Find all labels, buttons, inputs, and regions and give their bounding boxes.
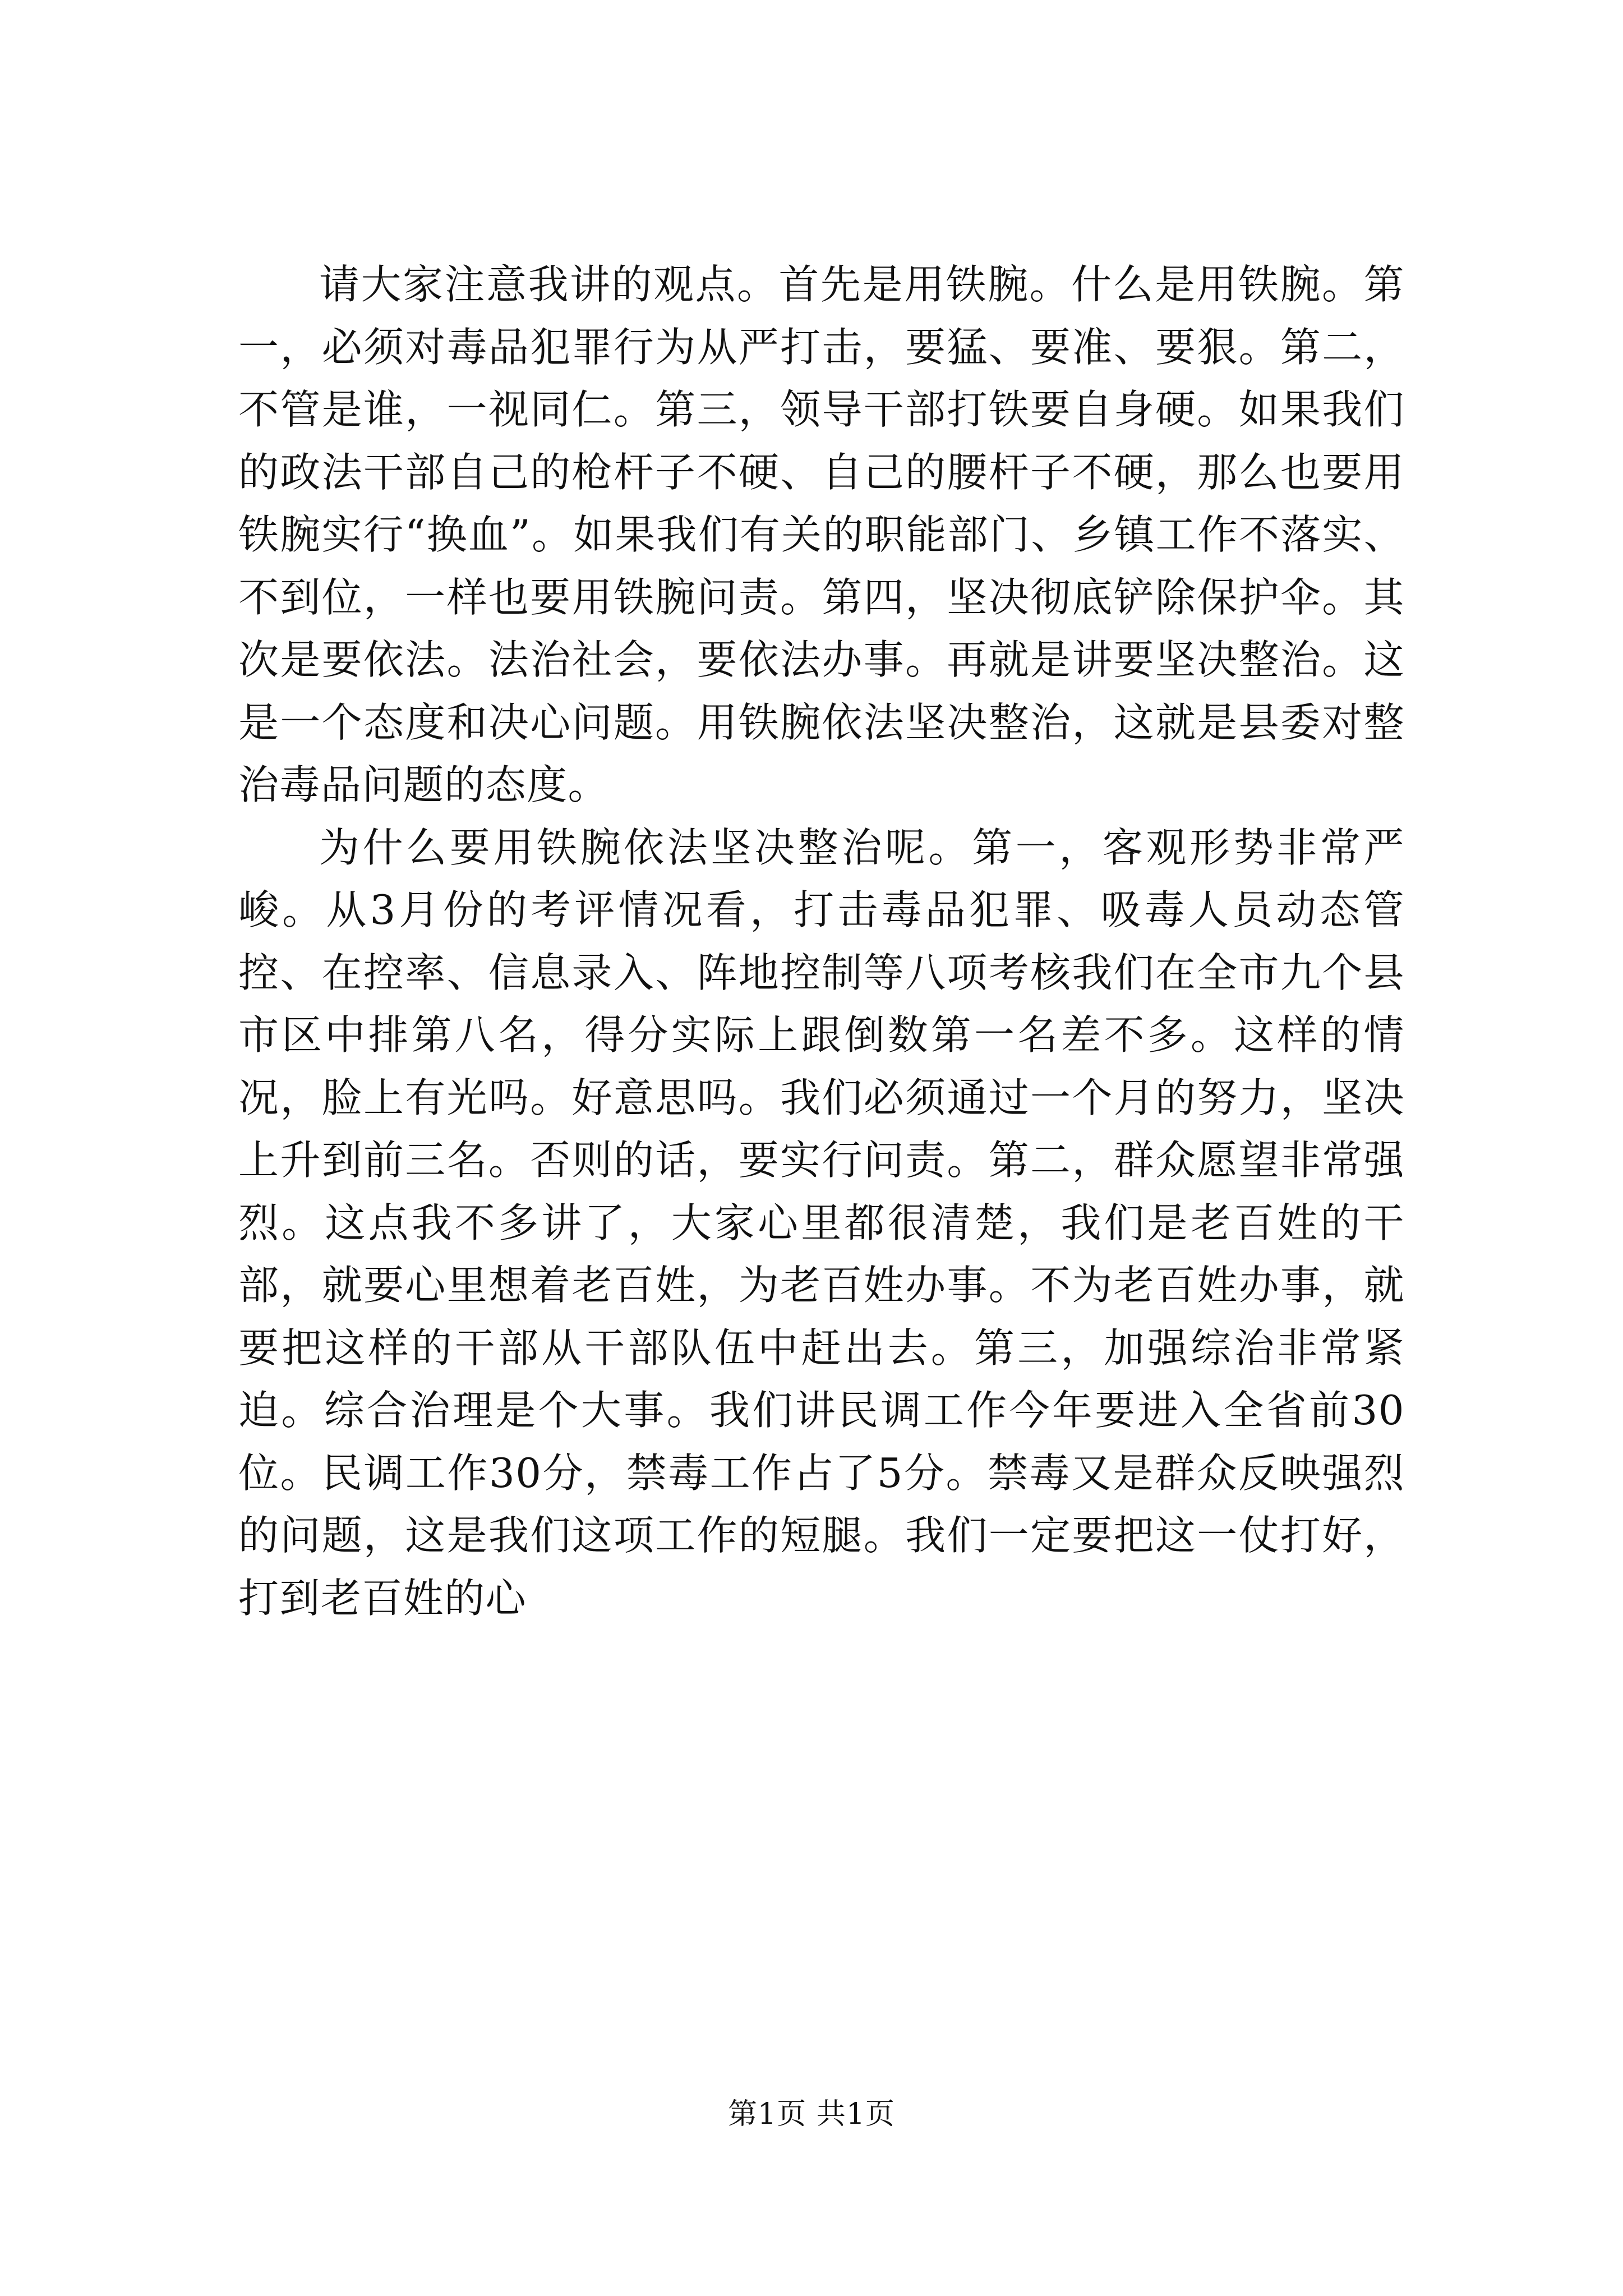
- document-body: [238, 254, 1405, 1630]
- paragraph-1: 请大家注意我讲的观点。首先是用铁腕。什么是用铁腕。第一，必须对毒品犯罪行为从严打击，要猛、要准、要狠。第二，不管是谁，一视同仁。第三，领导干部打铁要自身硬。如果我们的政法干部自己的枪杆子不硬、自己的腰杆子不硬，那么也要用铁腕实行“换血”。如果我们有关的职能部门、乡镇工作不落实、不到位，一样也要用铁腕问责。第四，坚决彻底铲除保护伞。其次是要依法。法治社会，要依法办事。再就是讲要坚决整治。这是一个态度和决心问题。用铁腕依法坚决整治，这就是县委对整治毒品问题的态度。: [238, 261, 1405, 808]
- page-footer: 第1页 共1页: [728, 2097, 895, 2131]
- paragraph-2: 为什么要用铁腕依法坚决整治呢。第一，客观形势非常严峻。从3月份的考评情况看，打击毒品犯罪、吸毒人员动态管控、在控率、信息录入、阵地控制等八项考核我们在全市九个县市区中排第八名，得分实际上跟倒数第一名差不多。这样的情况，脸上有光吗。好意思吗。我们必须通过一个月的努力，坚决上升到前三名。否则的话，要实行问责。第二，群众愿望非常强烈。这点我不多讲了，大家心里都很清楚，我们是老百姓的干部，就要心里想着老百姓，为老百姓办事。不为老百姓办事，就要把这样的干部从干部队伍中赶出去。第三，加强综治非常紧迫。综合治理是个大事。我们讲民调工作今年要进入全省前30位。民调工作30分，禁毒工作占了5分。禁毒又是群众反映强烈的问题，这是我们这项工作的短腿。我们一定要把这一仗打好，打到老百姓的心: [238, 823, 1405, 1622]
